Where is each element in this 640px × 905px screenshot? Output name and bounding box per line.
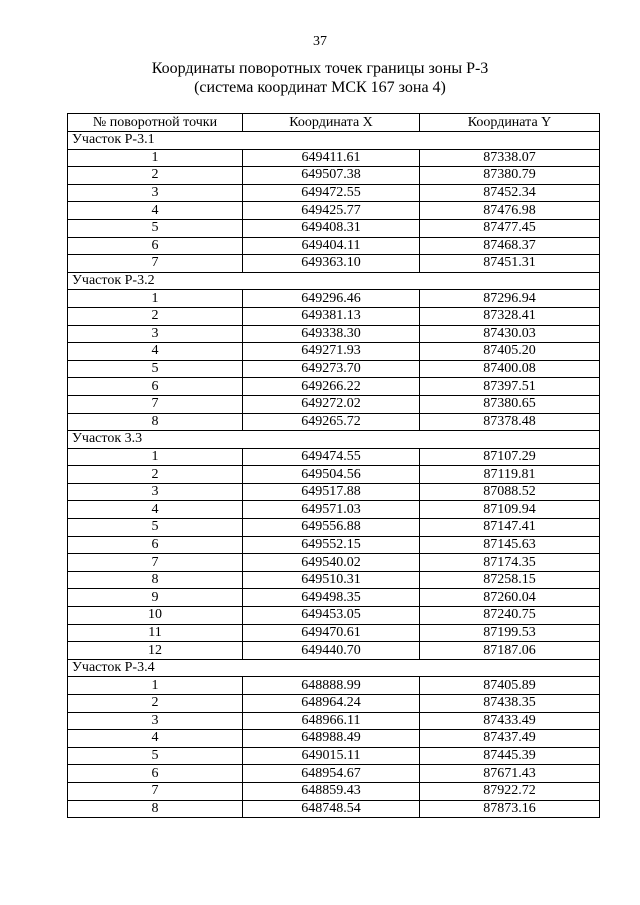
coordinate-x-cell: 649271.93 xyxy=(243,343,420,361)
coordinate-x-cell: 648954.67 xyxy=(243,765,420,783)
table-row xyxy=(68,343,600,361)
coordinate-x-cell: 648964.24 xyxy=(243,695,420,713)
table-row xyxy=(68,712,600,730)
point-number-cell: 1 xyxy=(68,290,243,308)
coordinates-table xyxy=(67,113,600,818)
coordinate-x-cell: 649474.55 xyxy=(243,448,420,466)
point-number-cell: 1 xyxy=(68,149,243,167)
coordinate-x-cell: 648859.43 xyxy=(243,782,420,800)
table-row xyxy=(68,607,600,625)
header-coordinate-y: Координата Y xyxy=(420,114,600,132)
coordinate-y-cell: 87328.41 xyxy=(420,307,600,325)
table-row xyxy=(68,642,600,660)
table-row xyxy=(68,413,600,431)
section-title: Участок 3.3 xyxy=(68,431,600,449)
table-row xyxy=(68,519,600,537)
point-number-cell: 9 xyxy=(68,589,243,607)
coordinate-y-cell: 87671.43 xyxy=(420,765,600,783)
table-row xyxy=(68,571,600,589)
point-number-cell: 4 xyxy=(68,343,243,361)
table-row xyxy=(68,290,600,308)
point-number-cell: 6 xyxy=(68,536,243,554)
coordinate-y-cell: 87119.81 xyxy=(420,466,600,484)
point-number-cell: 6 xyxy=(68,765,243,783)
coordinate-y-cell: 87258.15 xyxy=(420,571,600,589)
point-number-cell: 2 xyxy=(68,695,243,713)
point-number-cell: 1 xyxy=(68,448,243,466)
coordinate-y-cell: 87451.31 xyxy=(420,255,600,273)
table-row xyxy=(68,677,600,695)
page-number: 37 xyxy=(313,34,327,49)
coordinate-x-cell: 649404.11 xyxy=(243,237,420,255)
coordinate-x-cell: 649571.03 xyxy=(243,501,420,519)
point-number-cell: 6 xyxy=(68,237,243,255)
coordinate-y-cell: 87873.16 xyxy=(420,800,600,818)
coordinate-y-cell: 87378.48 xyxy=(420,413,600,431)
coordinate-y-cell: 87438.35 xyxy=(420,695,600,713)
table-row xyxy=(68,360,600,378)
coordinate-y-cell: 87174.35 xyxy=(420,554,600,572)
table-header-row xyxy=(68,114,600,132)
point-number-cell: 1 xyxy=(68,677,243,695)
coordinate-y-cell: 87433.49 xyxy=(420,712,600,730)
coordinate-x-cell: 649381.13 xyxy=(243,307,420,325)
coordinate-y-cell: 87240.75 xyxy=(420,607,600,625)
table-row xyxy=(68,448,600,466)
table-row xyxy=(68,184,600,202)
coordinate-y-cell: 87145.63 xyxy=(420,536,600,554)
point-number-cell: 7 xyxy=(68,782,243,800)
point-number-cell: 3 xyxy=(68,184,243,202)
table-row xyxy=(68,747,600,765)
table-row xyxy=(68,395,600,413)
coordinate-x-cell: 649273.70 xyxy=(243,360,420,378)
coordinate-x-cell: 649517.88 xyxy=(243,483,420,501)
coordinate-y-cell: 87452.34 xyxy=(420,184,600,202)
table-row xyxy=(68,536,600,554)
table-row xyxy=(68,325,600,343)
coordinate-y-cell: 87107.29 xyxy=(420,448,600,466)
point-number-cell: 5 xyxy=(68,519,243,537)
coordinate-y-cell: 87430.03 xyxy=(420,325,600,343)
table-row xyxy=(68,219,600,237)
header-coordinate-x: Координата X xyxy=(243,114,420,132)
coordinate-x-cell: 649272.02 xyxy=(243,395,420,413)
coordinate-x-cell: 649363.10 xyxy=(243,255,420,273)
table-row xyxy=(68,730,600,748)
point-number-cell: 5 xyxy=(68,747,243,765)
section-row xyxy=(68,431,600,449)
section-row xyxy=(68,272,600,290)
point-number-cell: 8 xyxy=(68,413,243,431)
coordinate-x-cell: 649472.55 xyxy=(243,184,420,202)
point-number-cell: 11 xyxy=(68,624,243,642)
coordinate-y-cell: 87476.98 xyxy=(420,202,600,220)
point-number-cell: 4 xyxy=(68,202,243,220)
table-row xyxy=(68,378,600,396)
coordinate-y-cell: 87437.49 xyxy=(420,730,600,748)
coordinate-y-cell: 87260.04 xyxy=(420,589,600,607)
table-row xyxy=(68,782,600,800)
table-row xyxy=(68,149,600,167)
table-row xyxy=(68,255,600,273)
coordinate-x-cell: 649265.72 xyxy=(243,413,420,431)
point-number-cell: 12 xyxy=(68,642,243,660)
point-number-cell: 4 xyxy=(68,501,243,519)
table-row xyxy=(68,237,600,255)
coordinate-y-cell: 87922.72 xyxy=(420,782,600,800)
coordinate-x-cell: 649470.61 xyxy=(243,624,420,642)
point-number-cell: 3 xyxy=(68,325,243,343)
coordinate-y-cell: 87468.37 xyxy=(420,237,600,255)
coordinate-x-cell: 648988.49 xyxy=(243,730,420,748)
table-row xyxy=(68,765,600,783)
table-row xyxy=(68,695,600,713)
coordinate-x-cell: 649498.35 xyxy=(243,589,420,607)
section-row xyxy=(68,659,600,677)
section-row xyxy=(68,132,600,150)
table-row xyxy=(68,800,600,818)
point-number-cell: 5 xyxy=(68,360,243,378)
point-number-cell: 7 xyxy=(68,395,243,413)
coordinate-y-cell: 87397.51 xyxy=(420,378,600,396)
point-number-cell: 2 xyxy=(68,466,243,484)
title-line-2: (система координат МСК 167 зона 4) xyxy=(194,79,446,96)
point-number-cell: 7 xyxy=(68,255,243,273)
coordinate-y-cell: 87445.39 xyxy=(420,747,600,765)
coordinate-y-cell: 87296.94 xyxy=(420,290,600,308)
table-row xyxy=(68,624,600,642)
point-number-cell: 7 xyxy=(68,554,243,572)
point-number-cell: 10 xyxy=(68,607,243,625)
coordinate-y-cell: 87147.41 xyxy=(420,519,600,537)
coordinate-y-cell: 87109.94 xyxy=(420,501,600,519)
table-row xyxy=(68,167,600,185)
coordinate-y-cell: 87199.53 xyxy=(420,624,600,642)
coordinate-y-cell: 87380.79 xyxy=(420,167,600,185)
table-row xyxy=(68,589,600,607)
point-number-cell: 4 xyxy=(68,730,243,748)
table-row xyxy=(68,554,600,572)
coordinate-y-cell: 87400.08 xyxy=(420,360,600,378)
coordinate-y-cell: 87405.89 xyxy=(420,677,600,695)
section-title: Участок Р-3.1 xyxy=(68,132,600,150)
header-point-number: № поворотной точки xyxy=(68,114,243,132)
coordinate-x-cell: 649453.05 xyxy=(243,607,420,625)
table-row xyxy=(68,483,600,501)
coordinate-x-cell: 649015.11 xyxy=(243,747,420,765)
coordinate-x-cell: 649504.56 xyxy=(243,466,420,484)
coordinate-x-cell: 649510.31 xyxy=(243,571,420,589)
point-number-cell: 2 xyxy=(68,167,243,185)
table-body xyxy=(68,132,600,818)
coordinate-x-cell: 649408.31 xyxy=(243,219,420,237)
table-row xyxy=(68,466,600,484)
table-row xyxy=(68,202,600,220)
coordinate-x-cell: 649266.22 xyxy=(243,378,420,396)
point-number-cell: 8 xyxy=(68,571,243,589)
coordinate-x-cell: 648966.11 xyxy=(243,712,420,730)
section-title: Участок Р-3.4 xyxy=(68,659,600,677)
coordinate-y-cell: 87088.52 xyxy=(420,483,600,501)
point-number-cell: 3 xyxy=(68,712,243,730)
coordinate-x-cell: 649296.46 xyxy=(243,290,420,308)
coordinate-x-cell: 649552.15 xyxy=(243,536,420,554)
coordinate-x-cell: 648888.99 xyxy=(243,677,420,695)
coordinate-x-cell: 649540.02 xyxy=(243,554,420,572)
coordinate-y-cell: 87405.20 xyxy=(420,343,600,361)
coordinate-y-cell: 87380.65 xyxy=(420,395,600,413)
coordinate-y-cell: 87477.45 xyxy=(420,219,600,237)
point-number-cell: 3 xyxy=(68,483,243,501)
title-line-1: Координаты поворотных точек границы зоны Р-3 xyxy=(151,60,489,77)
point-number-cell: 8 xyxy=(68,800,243,818)
point-number-cell: 5 xyxy=(68,219,243,237)
coordinate-x-cell: 648748.54 xyxy=(243,800,420,818)
coordinate-x-cell: 649440.70 xyxy=(243,642,420,660)
coordinate-y-cell: 87187.06 xyxy=(420,642,600,660)
document-title xyxy=(0,59,640,97)
table-row xyxy=(68,501,600,519)
coordinate-x-cell: 649507.38 xyxy=(243,167,420,185)
section-title: Участок Р-3.2 xyxy=(68,272,600,290)
coordinate-x-cell: 649411.61 xyxy=(243,149,420,167)
coordinate-x-cell: 649425.77 xyxy=(243,202,420,220)
table-row xyxy=(68,307,600,325)
coordinate-x-cell: 649338.30 xyxy=(243,325,420,343)
coordinate-x-cell: 649556.88 xyxy=(243,519,420,537)
coordinate-y-cell: 87338.07 xyxy=(420,149,600,167)
point-number-cell: 2 xyxy=(68,307,243,325)
point-number-cell: 6 xyxy=(68,378,243,396)
